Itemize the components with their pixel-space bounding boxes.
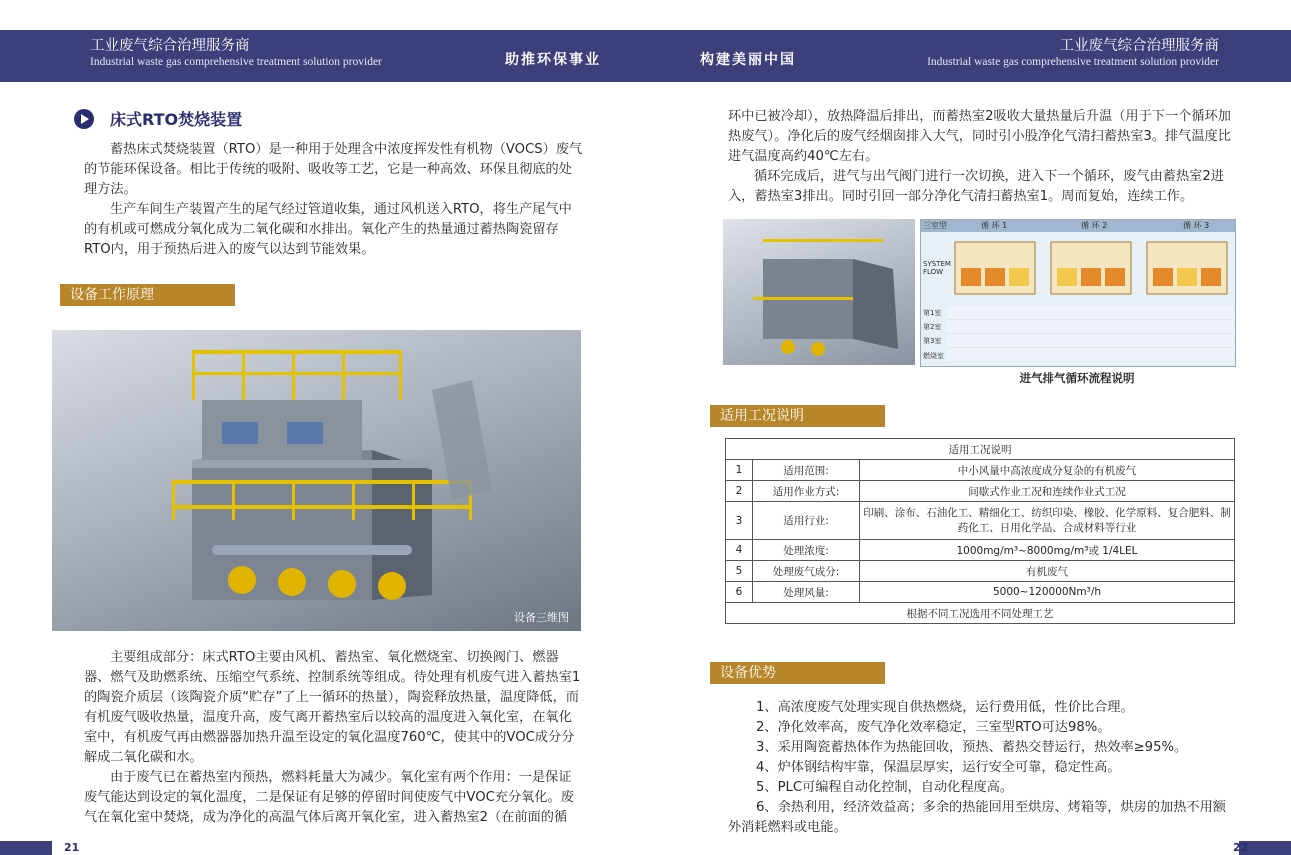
body-paragraph-1: 主要组成部分：床式RTO主要由风机、蓄热室、氧化燃烧室、切换阀门、燃器器、燃气及助燃系统、压缩空气系统、控制系统等组成。待处理有机废气进入蓄热室1的陶瓷介质层（该陶瓷介质“贮存”了上一循环的热量），陶瓷释放热量，温度降低，而有机废气吸收热量，温度升高，废气离开蓄热室后以较高的温度进入氧化室，在氧化室中，有机废气再由燃器器加热升温至设定的氧化温度760℃，使其中的VOC成分分解成二氧化碳和水。 <box>84 650 581 765</box>
equipment-illustration <box>52 330 581 631</box>
table-cell-label: 处理浓度: <box>753 540 860 561</box>
photo-caption: 设备三维图 <box>514 611 569 624</box>
intro-paragraph-1: 蓄热床式焚烧装置（RTO）是一种用于处理含中浓度挥发性有机物（VOCS）废气的节能环保设备。相比于传统的吸附、吸收等工艺，它是一种高效、环保且彻底的处理方法。 <box>84 142 583 197</box>
table-cell-value: 印刷、涂布、石油化工、精细化工、纺织印染、橡胶、化学原料、复合肥料、制药化工、日用化学品、合成材料等行业 <box>860 502 1235 540</box>
equipment-small-illustration <box>723 219 915 365</box>
advantage-item: 3、采用陶瓷蓄热体作为热能回收，预热、蓄热交替运行，热效率≥95%。 <box>756 740 1188 755</box>
flow-steps-grid <box>947 306 1233 364</box>
table-cell-no: 5 <box>726 561 753 582</box>
header-right <box>927 37 1219 69</box>
table-row <box>726 502 1235 540</box>
page-title-text: 床式RTO焚烧装置 <box>110 110 243 129</box>
page-number-right: 22 <box>1233 841 1249 854</box>
table-cell-value: 5000~120000Nm³/h <box>860 582 1235 603</box>
header-left-en: Industrial waste gas comprehensive treatment solution provider <box>90 56 382 68</box>
header-left-cn: 工业废气综合治理服务商 <box>90 38 250 54</box>
section-advantages: 设备优势 <box>710 662 885 684</box>
table-cell-value: 间歇式作业工况和连续作业式工况 <box>860 481 1235 502</box>
continuation-paragraph-2: 循环完成后，进气与出气阀门进行一次切换，进入下一个循环，废气由蓄热室2进入，蓄热室3排出。同时引回一部分净化气清扫蓄热室1。周而复始，连续工作。 <box>728 169 1224 204</box>
section-conditions: 适用工况说明 <box>710 405 885 427</box>
table-footer: 根据不同工况选用不同处理工艺 <box>726 603 1235 624</box>
table-row <box>726 582 1235 603</box>
body-paragraph-2: 由于废气已在蓄热室内预热，燃料耗量大为减少。氧化室有两个作用：一是保证废气能达到设定的氧化温度，二是保证有足够的停留时间使废气中VOC充分氧化。废气在氧化室中焚烧，成为净化的高温气体后离开氧化室，进入蓄热室2（在前面的循 <box>84 770 574 825</box>
page-number-bar-left <box>0 841 52 855</box>
flow-cycle-3-label: 循 环 3 <box>1183 221 1210 230</box>
equipment-3d-image <box>52 330 581 631</box>
table-footer-row <box>726 603 1235 624</box>
flow-side-label: SYSTEM FLOW <box>923 260 951 276</box>
table-cell-label: 适用作业方式: <box>753 481 860 502</box>
table-row <box>726 481 1235 502</box>
table-row <box>726 540 1235 561</box>
section-working-principle: 设备工作原理 <box>60 284 235 306</box>
table-row <box>726 561 1235 582</box>
flow-cycle-1-label: 循 环 1 <box>981 221 1008 230</box>
continuation-paragraph-1: 环中已被冷却），放热降温后排出，而蓄热室2吸收大量热量后升温（用于下一个循环加热废气）。净化后的废气经烟囱排入大气，同时引小股净化气清扫蓄热室3。排气温度比进气温度高约40℃左右。 <box>728 109 1231 164</box>
advantage-item: 2、净化效率高，废气净化效率稳定，三室型RTO可达98%。 <box>756 720 1111 735</box>
header-slogan-2: 构建美丽中国 <box>700 52 796 68</box>
table-cell-no: 6 <box>726 582 753 603</box>
table-title: 适用工况说明 <box>726 439 1235 460</box>
flow-chambers-graphic <box>947 234 1235 304</box>
table-cell-no: 4 <box>726 540 753 561</box>
table-cell-no: 3 <box>726 502 753 540</box>
table-cell-label: 适用行业: <box>753 502 860 540</box>
page-number-left: 21 <box>64 841 80 854</box>
flow-diagram-caption: 进气排气循环流程说明 <box>1019 371 1135 385</box>
header-bar <box>0 30 1291 82</box>
header-right-en: Industrial waste gas comprehensive treatment solution provider <box>927 56 1219 68</box>
table-cell-no: 1 <box>726 460 753 481</box>
advantage-item: 6、余热利用，经济效益高；多余的热能回用至烘房、烤箱等，烘房的加热不用额外消耗燃料或电能。 <box>728 800 1226 835</box>
header-left <box>90 37 382 69</box>
flow-corner-label: 三室型 <box>923 221 947 230</box>
table-title-row <box>726 439 1235 460</box>
header-right-cn: 工业废气综合治理服务商 <box>1059 38 1219 54</box>
play-circle-icon <box>74 109 94 129</box>
flow-row-4-label: 燃烧室 <box>923 352 944 360</box>
equipment-small-image <box>723 219 915 365</box>
table-cell-label: 处理风量: <box>753 582 860 603</box>
flow-row-1-label: 第1室 <box>923 309 942 317</box>
intro-paragraph-2: 生产车间生产装置产生的尾气经过管道收集，通过风机送入RTO，将生产尾气中的有机或可燃成分氧化成为二氧化碳和水排出。氧化产生的热量通过蓄热陶瓷留存RTO内，用于预热后进入的废气以达到节能效果。 <box>84 202 572 257</box>
cycle-flow-diagram <box>920 219 1236 367</box>
table-row <box>726 460 1235 481</box>
table-cell-value: 中小风量中高浓度成分复杂的有机废气 <box>860 460 1235 481</box>
table-cell-label: 适用范围: <box>753 460 860 481</box>
advantage-item: 4、炉体钢结构牢靠，保温层厚实，运行安全可靠，稳定性高。 <box>756 760 1121 775</box>
table-cell-value: 1000mg/m³~8000mg/m³或 1/4LEL <box>860 540 1235 561</box>
header-slogan-1: 助推环保事业 <box>505 52 601 68</box>
advantages-list <box>728 698 1238 838</box>
table-cell-label: 处理废气成分: <box>753 561 860 582</box>
table-cell-no: 2 <box>726 481 753 502</box>
advantage-item: 1、高浓度废气处理实现自供热燃烧，运行费用低，性价比合理。 <box>756 700 1134 715</box>
flow-row-2-label: 第2室 <box>923 323 942 331</box>
flow-row-3-label: 第3室 <box>923 337 942 345</box>
table-cell-value: 有机废气 <box>860 561 1235 582</box>
flow-cycle-2-label: 循 环 2 <box>1081 221 1108 230</box>
advantage-item: 5、PLC可编程自动化控制，自动化程度高。 <box>756 780 1014 795</box>
conditions-table <box>725 438 1235 624</box>
